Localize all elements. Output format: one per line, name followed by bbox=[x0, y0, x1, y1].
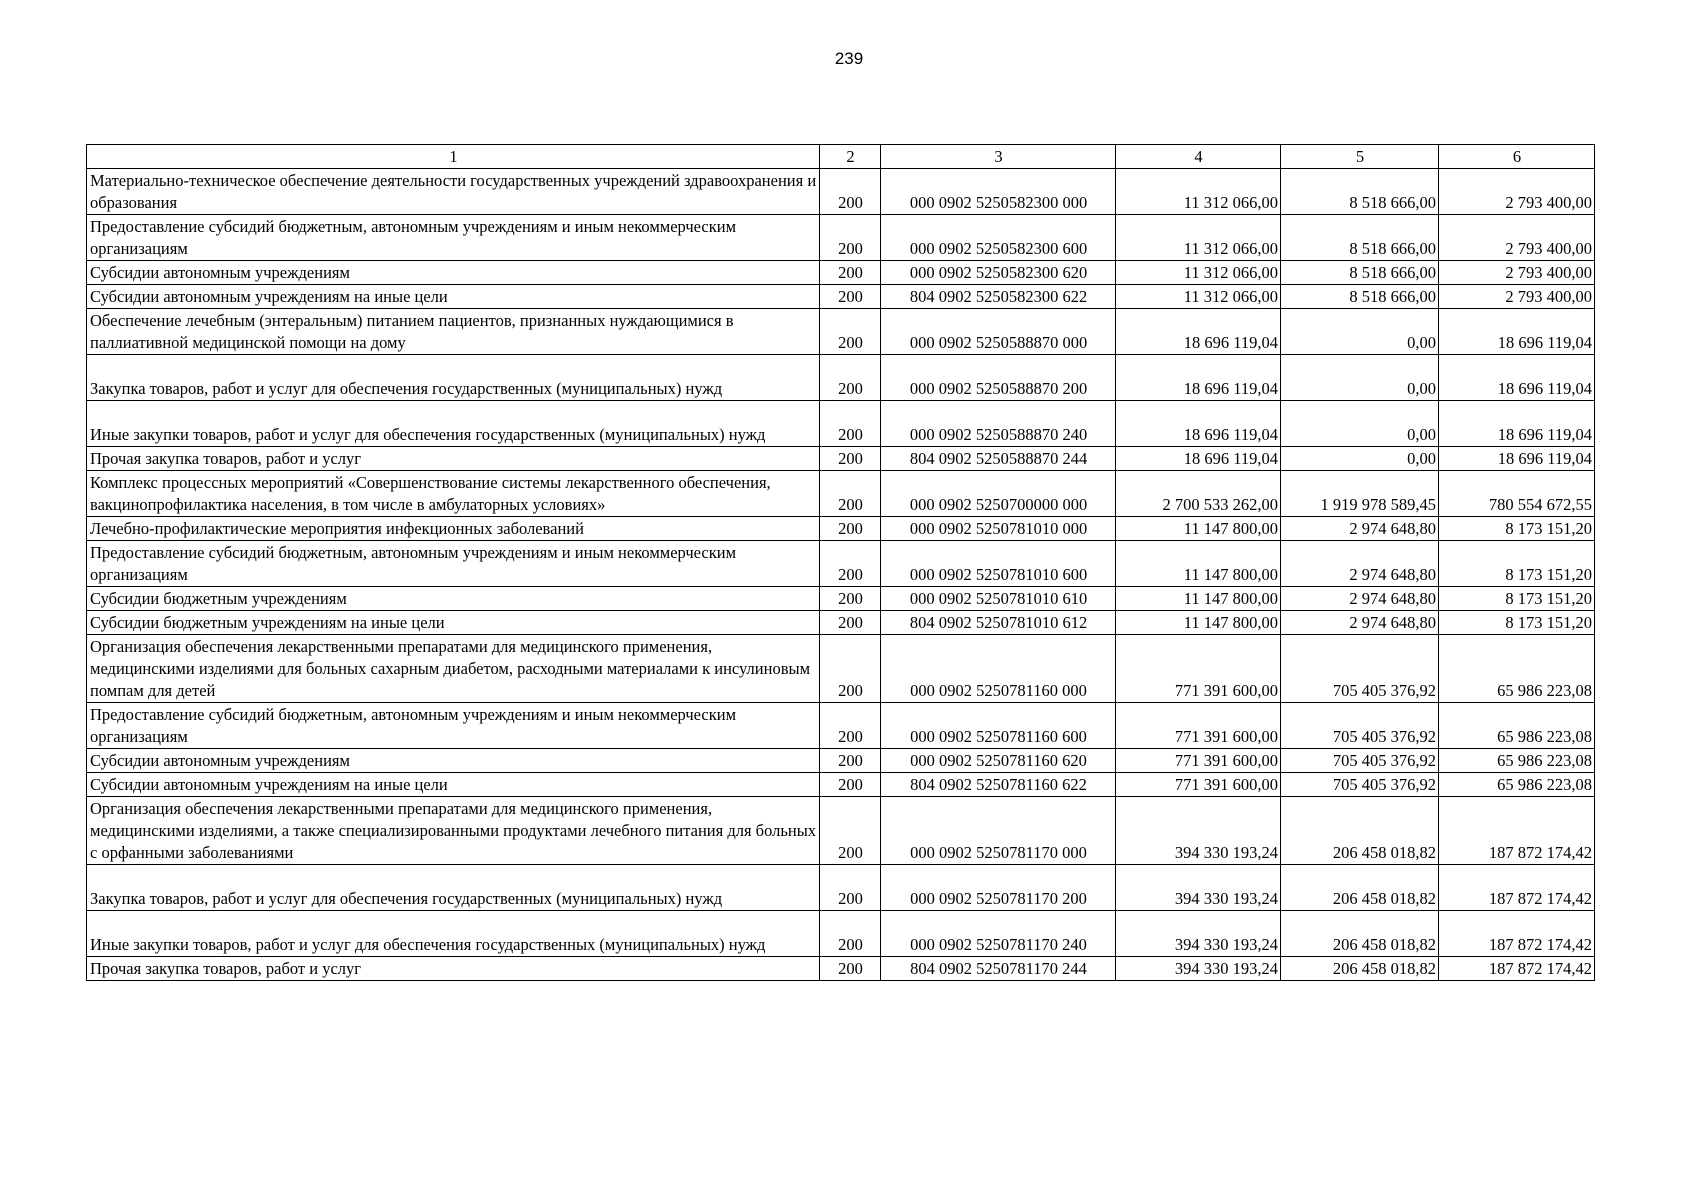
budget-code-cell: 000 0902 5250588870 200 bbox=[881, 355, 1116, 401]
amount-col4-cell: 11 147 800,00 bbox=[1116, 517, 1281, 541]
table-row bbox=[87, 587, 1595, 611]
budget-code-cell: 000 0902 5250582300 620 bbox=[881, 261, 1116, 285]
amount-col4-cell: 11 147 800,00 bbox=[1116, 587, 1281, 611]
section-cell: 200 bbox=[820, 541, 881, 587]
amount-col6-cell: 187 872 174,42 bbox=[1439, 797, 1595, 865]
budget-code-cell: 804 0902 5250582300 622 bbox=[881, 285, 1116, 309]
item-name-cell: Субсидии бюджетным учреждениям на иные цели bbox=[87, 611, 820, 635]
section-cell: 200 bbox=[820, 517, 881, 541]
amount-col5-cell: 2 974 648,80 bbox=[1281, 541, 1439, 587]
amount-col6-cell: 8 173 151,20 bbox=[1439, 611, 1595, 635]
amount-col4-cell: 11 147 800,00 bbox=[1116, 541, 1281, 587]
amount-col6-cell: 187 872 174,42 bbox=[1439, 865, 1595, 911]
item-name-cell: Обеспечение лечебным (энтеральным) питанием пациентов, признанных нуждающимися в паллиативной медицинской помощи на дому bbox=[87, 309, 820, 355]
section-cell: 200 bbox=[820, 865, 881, 911]
amount-col6-cell: 8 173 151,20 bbox=[1439, 587, 1595, 611]
amount-col6-cell: 187 872 174,42 bbox=[1439, 911, 1595, 957]
table-row bbox=[87, 865, 1595, 911]
table-row bbox=[87, 471, 1595, 517]
amount-col5-cell: 8 518 666,00 bbox=[1281, 285, 1439, 309]
amount-col4-cell: 11 312 066,00 bbox=[1116, 261, 1281, 285]
section-cell: 200 bbox=[820, 215, 881, 261]
section-cell: 200 bbox=[820, 773, 881, 797]
section-cell: 200 bbox=[820, 957, 881, 981]
amount-col6-cell: 18 696 119,04 bbox=[1439, 309, 1595, 355]
amount-col5-cell: 705 405 376,92 bbox=[1281, 635, 1439, 703]
section-cell: 200 bbox=[820, 401, 881, 447]
table-row bbox=[87, 541, 1595, 587]
budget-code-cell: 000 0902 5250781170 000 bbox=[881, 797, 1116, 865]
amount-col4-cell: 394 330 193,24 bbox=[1116, 865, 1281, 911]
amount-col4-cell: 771 391 600,00 bbox=[1116, 773, 1281, 797]
budget-table bbox=[86, 144, 1595, 981]
item-name-cell: Материально-техническое обеспечение деятельности государственных учреждений здравоохранения и образования bbox=[87, 169, 820, 215]
section-cell: 200 bbox=[820, 355, 881, 401]
amount-col5-cell: 705 405 376,92 bbox=[1281, 703, 1439, 749]
amount-col4-cell: 18 696 119,04 bbox=[1116, 355, 1281, 401]
item-name-cell: Субсидии автономным учреждениям на иные цели bbox=[87, 285, 820, 309]
section-cell: 200 bbox=[820, 447, 881, 471]
amount-col5-cell: 206 458 018,82 bbox=[1281, 911, 1439, 957]
section-cell: 200 bbox=[820, 611, 881, 635]
amount-col5-cell: 206 458 018,82 bbox=[1281, 957, 1439, 981]
item-name-cell: Лечебно-профилактические мероприятия инфекционных заболеваний bbox=[87, 517, 820, 541]
column-header: 6 bbox=[1439, 145, 1595, 169]
column-header: 4 bbox=[1116, 145, 1281, 169]
column-header: 3 bbox=[881, 145, 1116, 169]
item-name-cell: Комплекс процессных мероприятий «Совершенствование системы лекарственного обеспечения, вакцинопрофилактика населения, в том числе в амбулаторных условиях» bbox=[87, 471, 820, 517]
section-cell: 200 bbox=[820, 703, 881, 749]
item-name-cell: Субсидии автономным учреждениям на иные цели bbox=[87, 773, 820, 797]
amount-col4-cell: 11 312 066,00 bbox=[1116, 169, 1281, 215]
item-name-cell: Предоставление субсидий бюджетным, автономным учреждениям и иным некоммерческим организациям bbox=[87, 541, 820, 587]
table-row bbox=[87, 635, 1595, 703]
budget-code-cell: 804 0902 5250781160 622 bbox=[881, 773, 1116, 797]
budget-code-cell: 000 0902 5250781160 600 bbox=[881, 703, 1116, 749]
amount-col4-cell: 394 330 193,24 bbox=[1116, 911, 1281, 957]
section-cell: 200 bbox=[820, 169, 881, 215]
budget-code-cell: 000 0902 5250781160 620 bbox=[881, 749, 1116, 773]
amount-col4-cell: 18 696 119,04 bbox=[1116, 309, 1281, 355]
budget-code-cell: 804 0902 5250781010 612 bbox=[881, 611, 1116, 635]
amount-col5-cell: 206 458 018,82 bbox=[1281, 865, 1439, 911]
budget-code-cell: 000 0902 5250588870 240 bbox=[881, 401, 1116, 447]
amount-col5-cell: 8 518 666,00 bbox=[1281, 169, 1439, 215]
table-row bbox=[87, 517, 1595, 541]
amount-col4-cell: 11 147 800,00 bbox=[1116, 611, 1281, 635]
column-number-row bbox=[87, 145, 1595, 169]
item-name-cell: Прочая закупка товаров, работ и услуг bbox=[87, 957, 820, 981]
budget-code-cell: 000 0902 5250781170 200 bbox=[881, 865, 1116, 911]
amount-col5-cell: 8 518 666,00 bbox=[1281, 261, 1439, 285]
amount-col6-cell: 65 986 223,08 bbox=[1439, 749, 1595, 773]
budget-code-cell: 000 0902 5250781010 610 bbox=[881, 587, 1116, 611]
amount-col6-cell: 18 696 119,04 bbox=[1439, 401, 1595, 447]
table-row bbox=[87, 911, 1595, 957]
amount-col5-cell: 705 405 376,92 bbox=[1281, 773, 1439, 797]
column-header: 2 bbox=[820, 145, 881, 169]
budget-code-cell: 000 0902 5250588870 000 bbox=[881, 309, 1116, 355]
table-row bbox=[87, 749, 1595, 773]
amount-col6-cell: 187 872 174,42 bbox=[1439, 957, 1595, 981]
budget-code-cell: 804 0902 5250588870 244 bbox=[881, 447, 1116, 471]
table-row bbox=[87, 285, 1595, 309]
budget-code-cell: 000 0902 5250781160 000 bbox=[881, 635, 1116, 703]
table-row bbox=[87, 355, 1595, 401]
item-name-cell: Организация обеспечения лекарственными препаратами для медицинского применения, медицинскими изделиями, а также специализированными продуктами лечебного питания для больных с орфанными заболеваниями bbox=[87, 797, 820, 865]
amount-col5-cell: 0,00 bbox=[1281, 447, 1439, 471]
item-name-cell: Субсидии автономным учреждениям bbox=[87, 749, 820, 773]
amount-col6-cell: 65 986 223,08 bbox=[1439, 703, 1595, 749]
amount-col4-cell: 394 330 193,24 bbox=[1116, 957, 1281, 981]
amount-col4-cell: 771 391 600,00 bbox=[1116, 749, 1281, 773]
budget-code-cell: 000 0902 5250781010 600 bbox=[881, 541, 1116, 587]
amount-col6-cell: 2 793 400,00 bbox=[1439, 215, 1595, 261]
section-cell: 200 bbox=[820, 797, 881, 865]
item-name-cell: Предоставление субсидий бюджетным, автономным учреждениям и иным некоммерческим организациям bbox=[87, 703, 820, 749]
table-row bbox=[87, 773, 1595, 797]
amount-col4-cell: 18 696 119,04 bbox=[1116, 447, 1281, 471]
amount-col5-cell: 2 974 648,80 bbox=[1281, 611, 1439, 635]
section-cell: 200 bbox=[820, 587, 881, 611]
table-row bbox=[87, 797, 1595, 865]
amount-col4-cell: 771 391 600,00 bbox=[1116, 703, 1281, 749]
amount-col4-cell: 11 312 066,00 bbox=[1116, 285, 1281, 309]
amount-col6-cell: 8 173 151,20 bbox=[1439, 541, 1595, 587]
amount-col6-cell: 780 554 672,55 bbox=[1439, 471, 1595, 517]
amount-col6-cell: 2 793 400,00 bbox=[1439, 261, 1595, 285]
amount-col4-cell: 2 700 533 262,00 bbox=[1116, 471, 1281, 517]
amount-col4-cell: 18 696 119,04 bbox=[1116, 401, 1281, 447]
section-cell: 200 bbox=[820, 749, 881, 773]
item-name-cell: Иные закупки товаров, работ и услуг для обеспечения государственных (муниципальных) нужд bbox=[87, 401, 820, 447]
item-name-cell: Прочая закупка товаров, работ и услуг bbox=[87, 447, 820, 471]
amount-col4-cell: 394 330 193,24 bbox=[1116, 797, 1281, 865]
amount-col6-cell: 8 173 151,20 bbox=[1439, 517, 1595, 541]
amount-col5-cell: 0,00 bbox=[1281, 355, 1439, 401]
amount-col6-cell: 18 696 119,04 bbox=[1439, 355, 1595, 401]
amount-col5-cell: 0,00 bbox=[1281, 401, 1439, 447]
item-name-cell: Субсидии автономным учреждениям bbox=[87, 261, 820, 285]
amount-col4-cell: 771 391 600,00 bbox=[1116, 635, 1281, 703]
page-number: 239 bbox=[834, 49, 864, 68]
table-row bbox=[87, 957, 1595, 981]
amount-col5-cell: 2 974 648,80 bbox=[1281, 517, 1439, 541]
amount-col6-cell: 2 793 400,00 bbox=[1439, 169, 1595, 215]
amount-col5-cell: 8 518 666,00 bbox=[1281, 215, 1439, 261]
section-cell: 200 bbox=[820, 471, 881, 517]
section-cell: 200 bbox=[820, 635, 881, 703]
amount-col6-cell: 65 986 223,08 bbox=[1439, 773, 1595, 797]
budget-code-cell: 804 0902 5250781170 244 bbox=[881, 957, 1116, 981]
amount-col5-cell: 705 405 376,92 bbox=[1281, 749, 1439, 773]
amount-col6-cell: 65 986 223,08 bbox=[1439, 635, 1595, 703]
section-cell: 200 bbox=[820, 911, 881, 957]
table-row bbox=[87, 447, 1595, 471]
item-name-cell: Закупка товаров, работ и услуг для обеспечения государственных (муниципальных) нужд bbox=[87, 355, 820, 401]
table-row bbox=[87, 169, 1595, 215]
amount-col5-cell: 206 458 018,82 bbox=[1281, 797, 1439, 865]
item-name-cell: Закупка товаров, работ и услуг для обеспечения государственных (муниципальных) нужд bbox=[87, 865, 820, 911]
section-cell: 200 bbox=[820, 309, 881, 355]
table-row bbox=[87, 611, 1595, 635]
table-row bbox=[87, 309, 1595, 355]
column-header: 1 bbox=[87, 145, 820, 169]
table-row bbox=[87, 261, 1595, 285]
budget-code-cell: 000 0902 5250582300 600 bbox=[881, 215, 1116, 261]
item-name-cell: Иные закупки товаров, работ и услуг для обеспечения государственных (муниципальных) нужд bbox=[87, 911, 820, 957]
amount-col5-cell: 1 919 978 589,45 bbox=[1281, 471, 1439, 517]
budget-code-cell: 000 0902 5250781170 240 bbox=[881, 911, 1116, 957]
amount-col6-cell: 18 696 119,04 bbox=[1439, 447, 1595, 471]
table-row bbox=[87, 215, 1595, 261]
amount-col5-cell: 2 974 648,80 bbox=[1281, 587, 1439, 611]
item-name-cell: Организация обеспечения лекарственными препаратами для медицинского применения, медицинскими изделиями для больных сахарным диабетом, расходными материалами к инсулиновым помпам для детей bbox=[87, 635, 820, 703]
budget-code-cell: 000 0902 5250582300 000 bbox=[881, 169, 1116, 215]
budget-code-cell: 000 0902 5250781010 000 bbox=[881, 517, 1116, 541]
section-cell: 200 bbox=[820, 261, 881, 285]
table-row bbox=[87, 401, 1595, 447]
section-cell: 200 bbox=[820, 285, 881, 309]
amount-col4-cell: 11 312 066,00 bbox=[1116, 215, 1281, 261]
column-header: 5 bbox=[1281, 145, 1439, 169]
amount-col6-cell: 2 793 400,00 bbox=[1439, 285, 1595, 309]
item-name-cell: Предоставление субсидий бюджетным, автономным учреждениям и иным некоммерческим организациям bbox=[87, 215, 820, 261]
budget-code-cell: 000 0902 5250700000 000 bbox=[881, 471, 1116, 517]
amount-col5-cell: 0,00 bbox=[1281, 309, 1439, 355]
table-row bbox=[87, 703, 1595, 749]
item-name-cell: Субсидии бюджетным учреждениям bbox=[87, 587, 820, 611]
budget-table-body bbox=[87, 145, 1595, 981]
